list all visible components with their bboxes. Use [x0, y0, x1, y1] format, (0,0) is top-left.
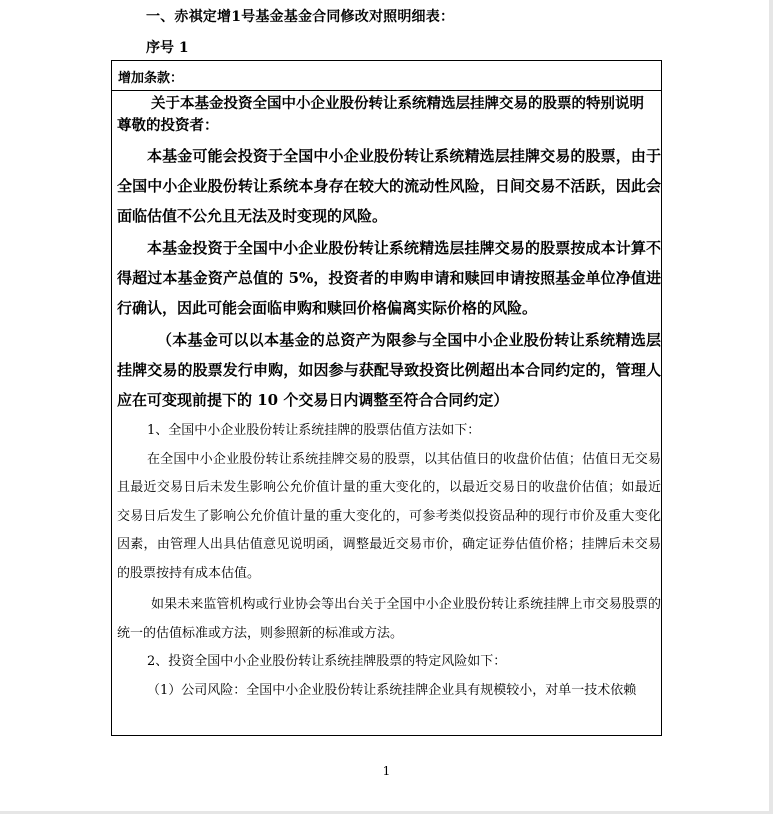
sequence-label: 序号 1 — [146, 40, 189, 56]
table-body-cell — [117, 92, 661, 705]
risk-paragraph-1: 本基金可能会投资于全国中小企业股份转让系统精选层挂牌交易的股票，由于全国中小企业股份转让系统本身存在较大的流动性风险，日间交易不活跃，因此会面临估值不公允且无法及时变现的风险。 — [117, 147, 661, 225]
table-header-label: 增加条款： — [118, 71, 184, 86]
company-risk-item: （1）公司风险：全国中小企业股份转让系统挂牌企业具有规模较小，对单一技术依赖 — [147, 682, 637, 698]
document-heading: 一、赤祺定增1号基金基金合同修改对照明细表： — [146, 9, 455, 25]
risk-paragraph-2: 本基金投资于全国中小企业股份转让系统精选层挂牌交易的股票按成本计算不得超过本基金资产总值的 5%，投资者的申购申请和赎回申请按照基金单位净值进行确认，因此可能会面临申购和赎回价格偏离实际价格的风险。 — [117, 239, 661, 317]
page-edge-right — [769, 0, 773, 814]
risk-paragraph-3: （本基金可以以本基金的总资产为限参与全国中小企业股份转让系统精选层挂牌交易的股票发行申购，如因参与获配导致投资比例超出本合同约定的，管理人应在可变现前提下的 10 个交易日内调整至符合合同约定） — [117, 331, 661, 409]
section-2-title: 2、投资全国中小企业股份转让系统挂牌股票的特定风险如下： — [147, 654, 507, 669]
clause-title: 关于本基金投资全国中小企业股份转让系统精选层挂牌交易的股票的特别说明 — [151, 95, 644, 112]
regulatory-standard-paragraph: 如果未来监管机构或行业协会等出台关于全国中小企业股份转让系统挂牌上市交易股票的统一的估值标准或方法，则参照新的标准或方法。 — [117, 597, 661, 641]
table-header-cell — [112, 61, 661, 91]
amendment-table — [111, 60, 662, 736]
salutation: 尊敬的投资者： — [117, 117, 219, 134]
valuation-method-paragraph: 在全国中小企业股份转让系统挂牌交易的股票，以其估值日的收盘价估值；估值日无交易且最近交易日后未发生影响公允价值计量的重大变化的，以最近交易日的收盘价估值；如最近交易日后发生了影响公允价值计量的重大变化的，可参考类似投资品种的现行市价及重大变化因素，由管理人出具估值意见说明函，调整最近交易市价，确定证券估值价格；挂牌后未交易的股票按持有成本估值。 — [117, 451, 661, 581]
page-number: 1 — [382, 764, 391, 778]
section-1-title: 1、全国中小企业股份转让系统挂牌的股票估值方法如下： — [147, 423, 481, 438]
